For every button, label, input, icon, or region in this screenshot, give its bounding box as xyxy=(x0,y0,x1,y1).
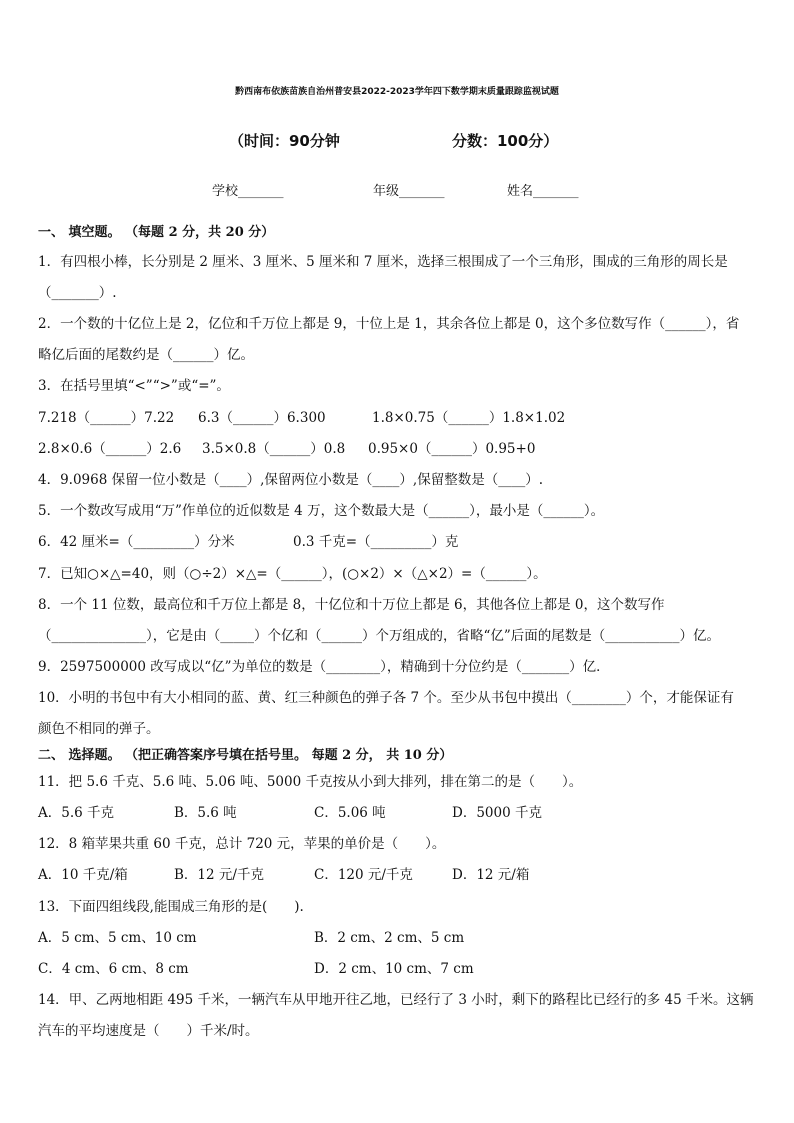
question-14-line1: 14．甲、乙两地相距 495 千米，一辆汽车从甲地开往乙地，已经行了 3 小时，剩下的路程比已经行的多 45 千米。这辆 xyxy=(38,992,754,1008)
question-3-item: 0.95×0（______）0.95+0 xyxy=(368,441,536,457)
question-10-line2: 颜色不相同的弹子。 xyxy=(38,721,160,737)
question-1-line1: 1．有四根小棒，长分别是 2 厘米、3 厘米、5 厘米和 7 厘米，选择三根围成了一个三角形，围成的三角形的周长是 xyxy=(38,254,728,270)
exam-score: 分数：100分） xyxy=(452,132,559,150)
exam-time: （时间：90分钟 xyxy=(229,132,340,150)
question-7: 7．已知○×△=40，则（○÷2）×△=（______），(○×2）×（△×2）=（______）。 xyxy=(38,566,547,582)
question-9: 9．2597500000 改写成以“亿”为单位的数是（________），精确到十分位约是（_______）亿． xyxy=(38,659,610,675)
question-5: 5．一个数改写成用“万”作单位的近似数是 4 万，这个数最大是（______），最小是（______）。 xyxy=(38,503,605,519)
question-12-option-c: C．120 元/千克 xyxy=(314,867,413,883)
question-12-option-a: A．10 千克/箱 xyxy=(38,867,128,883)
school-field: 学校_______ xyxy=(212,184,284,199)
question-8-line1: 8．一个 11 位数，最高位和千万位上都是 8，十亿位和十万位上都是 6，其他各位上都是 0，这个数写作 xyxy=(38,597,665,613)
name-field: 姓名_______ xyxy=(507,184,579,199)
question-12-option-d: D．12 元/箱 xyxy=(452,867,530,883)
exam-title: 黔西南布依族苗族自治州普安县2022-2023学年四下数学期末质量跟踪监视试题 xyxy=(235,87,559,97)
question-3-item: 3.5×0.8（______）0.8 xyxy=(202,441,346,457)
grade-field: 年级_______ xyxy=(373,184,445,199)
question-4: 4．9.0968 保留一位小数是（____）,保留两位小数是（____）,保留整数是（____）. xyxy=(38,472,543,488)
question-3-item: 6.3（______）6.300 xyxy=(198,410,326,426)
question-6-part-b: 0.3 千克=（_________）克 xyxy=(293,534,459,550)
question-13-option-d: D．2 cm、10 cm、7 cm xyxy=(314,961,474,977)
section1-heading: 一、 填空题。 （每题 2 分，共 20 分） xyxy=(38,225,275,240)
question-3: 3．在括号里填“<”“>”或“=”。 xyxy=(38,378,230,394)
question-3-item: 1.8×0.75（______）1.8×1.02 xyxy=(372,410,566,426)
question-3-item: 2.8×0.6（______）2.6 xyxy=(38,441,182,457)
question-11-option-a: A．5.6 千克 xyxy=(38,805,115,821)
question-11-option-c: C．5.06 吨 xyxy=(314,805,386,821)
question-13-option-b: B．2 cm、2 cm、5 cm xyxy=(314,930,465,946)
question-11-option-b: B．5.6 吨 xyxy=(174,805,237,821)
question-2-line2: 略亿后面的尾数约是（______）亿。 xyxy=(38,347,254,363)
question-6-part-a: 6．42 厘米=（_________）分米 xyxy=(38,534,235,550)
question-12-option-b: B．12 元/千克 xyxy=(174,867,264,883)
question-11: 11．把 5.6 千克、5.6 吨、5.06 吨、5000 千克按从小到大排列，排在第二的是（ ）。 xyxy=(38,774,583,790)
question-13: 13．下面四组线段,能围成三角形的是( ). xyxy=(38,899,304,915)
question-12: 12．8 箱苹果共重 60 千克，总计 720 元，苹果的单价是（ ）。 xyxy=(38,836,446,852)
question-10-line1: 10．小明的书包中有大小相同的蓝、黄、红三种颜色的弹子各 7 个。至少从书包中摸出（________）个，才能保证有 xyxy=(38,690,734,706)
question-2-line1: 2．一个数的十亿位上是 2，亿位和千万位上都是 9，十位上是 1，其余各位上都是 0，这个多位数写作（______），省 xyxy=(38,316,740,332)
question-13-option-c: C．4 cm、6 cm、8 cm xyxy=(38,961,189,977)
question-11-option-d: D．5000 千克 xyxy=(452,805,542,821)
question-14-line2: 汽车的平均速度是（ ）千米/时。 xyxy=(38,1023,259,1039)
question-3-item: 7.218（______）7.22 xyxy=(38,410,175,426)
section2-heading: 二、 选择题。 （把正确答案序号填在括号里。 每题 2 分， 共 10 分） xyxy=(38,748,453,763)
question-8-line2: （______________），它是由（_____）个亿和（______）个万组成的，省略“亿”后面的尾数是（___________）亿。 xyxy=(38,628,721,644)
question-1-line2: （_______）. xyxy=(38,285,117,301)
question-13-option-a: A．5 cm、5 cm、10 cm xyxy=(38,930,197,946)
